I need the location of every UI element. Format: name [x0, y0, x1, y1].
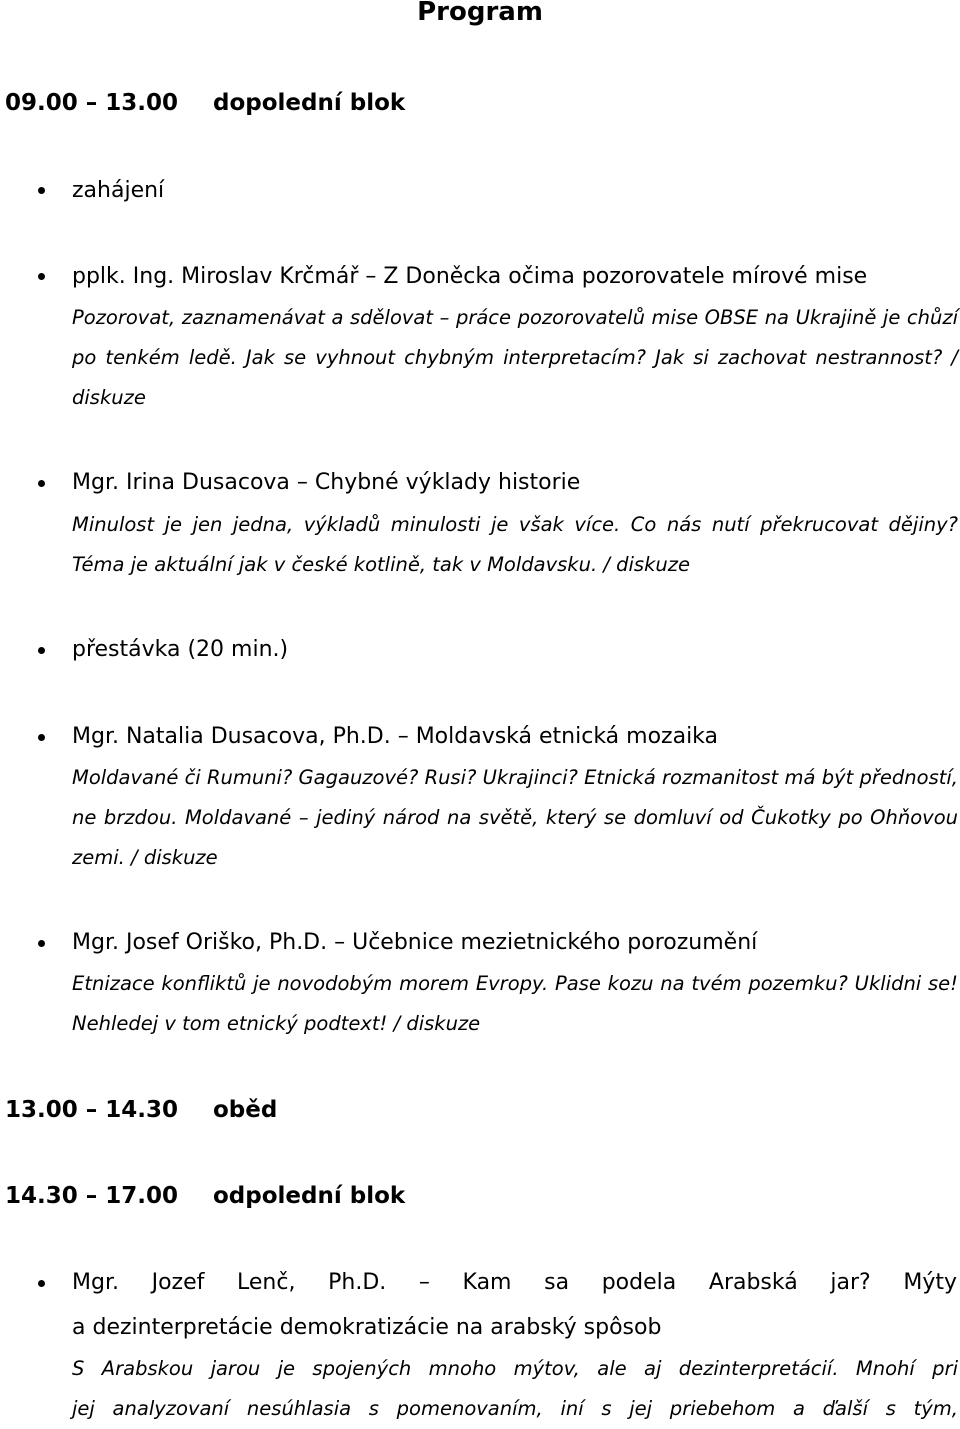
irina-talk-description [72, 505, 958, 585]
heading-word: Ph.D. [328, 1270, 387, 1295]
irina-discussion: / diskuze [597, 553, 690, 576]
orisko-discussion: / diskuze [387, 1012, 481, 1035]
heading-word: Mgr. [72, 1270, 119, 1295]
page-title: Program [417, 0, 543, 27]
heading-word: Jozef [151, 1270, 205, 1295]
bullet-icon [38, 647, 45, 654]
heading-word: podela [601, 1270, 677, 1295]
orisko-talk-description [72, 964, 958, 1044]
lenc-talk-heading-line2: a dezinterpretácie demokratizácie na arabský spôsob [72, 1315, 662, 1340]
lunch-block-time: 13.00 – 14.30 [5, 1097, 179, 1123]
natalia-discussion: / diskuze [124, 846, 218, 869]
orisko-talk-abstract: Etnizace konfliktů je novodobým morem Evropy. Pase kozu na tvém pozemku? Uklidni se! Nehledej v tom etnický podtext! [72, 972, 958, 1035]
natalia-talk-description [72, 758, 958, 878]
bullet-icon [38, 273, 45, 280]
afternoon-block-time: 14.30 – 17.00 [5, 1183, 179, 1209]
orisko-talk-heading: Mgr. Josef Oriško, Ph.D. – Učebnice mezietnického porozumění [72, 930, 758, 955]
break-item: přestávka (20 min.) [72, 637, 289, 662]
bullet-icon [38, 480, 45, 487]
lenc-talk-description-line1: S Arabskou jarou je spojených mnoho mýtov, ale aj dezinterpretácií. Mnohí pri [72, 1357, 958, 1380]
krcmar-discussion: / diskuze [72, 346, 958, 409]
lenc-talk-description-line2: jej analyzovaní nesúhlasia s pomenovaním, iní s jej priebehom a ďalší s tým, [72, 1397, 958, 1420]
krcmar-talk-description [72, 298, 958, 418]
krcmar-talk-heading: pplk. Ing. Miroslav Krčmář – Z Doněcka očima pozorovatele mírové mise [72, 264, 868, 289]
krcmar-talk-abstract: Pozorovat, zaznamenávat a sdělovat – práce pozorovatelů mise OBSE na Ukrajině je chůzí po tenkém ledě. Jak se vyhnout chybným interpretacím? Jak si zachovat nestrannost? [72, 306, 958, 369]
natalia-talk-heading: Mgr. Natalia Dusacova, Ph.D. – Moldavská etnická mozaika [72, 724, 719, 749]
heading-word: jar? [830, 1270, 871, 1295]
bullet-icon [38, 734, 45, 741]
heading-word: Kam [462, 1270, 512, 1295]
irina-talk-abstract: Minulost je jen jedna, výkladů minulosti je však více. Co nás nutí překrucovat dějiny? Téma je aktuální jak v české kotlině, tak v Moldavsku. [72, 513, 958, 576]
bullet-icon [38, 940, 45, 947]
lenc-talk-heading [72, 1268, 957, 1298]
afternoon-block-heading [5, 1181, 405, 1211]
bullet-icon [38, 1280, 45, 1287]
opening-item: zahájení [72, 178, 165, 203]
irina-talk-heading: Mgr. Irina Dusacova – Chybné výklady historie [72, 470, 581, 495]
morning-block-heading [5, 88, 405, 118]
heading-word: sa [544, 1270, 570, 1295]
natalia-talk-abstract: Moldavané či Rumuni? Gagauzové? Rusi? Ukrajinci? Etnická rozmanitost má být předností, ne brzdou. Moldavané – jediný národ na světě, který se domluví od Čukotky po Ohňovou zemi. [72, 766, 958, 869]
morning-block-label: dopolední blok [213, 90, 406, 116]
lunch-block-label: oběd [213, 1097, 278, 1123]
heading-word: – [418, 1270, 430, 1295]
afternoon-block-label: odpolední blok [213, 1183, 406, 1209]
lunch-block-heading [5, 1095, 277, 1125]
heading-word: Lenč, [237, 1270, 296, 1295]
morning-block-time: 09.00 – 13.00 [5, 90, 179, 116]
heading-word: Arabská [708, 1270, 798, 1295]
heading-word: Mýty [903, 1270, 957, 1295]
bullet-icon [38, 187, 45, 194]
